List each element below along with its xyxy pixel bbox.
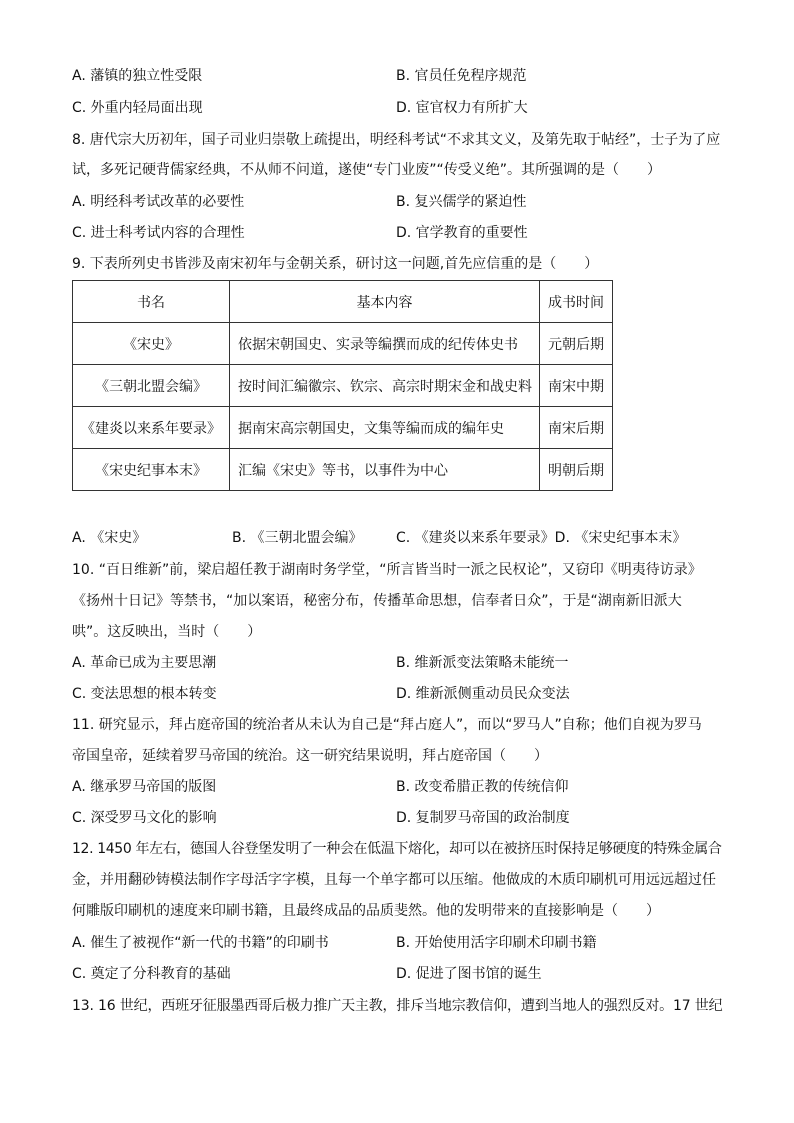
q10-option-b: B. 维新派变法策略未能统一 <box>396 655 569 671</box>
table-header-row <box>73 281 613 323</box>
table-cell-time: 南宋中期 <box>540 365 613 407</box>
q12-option-d: D. 促进了图书馆的诞生 <box>396 966 542 982</box>
table-cell-content: 按时间汇编徽宗、钦宗、高宗时期宋金和战史料 <box>230 365 540 407</box>
q11-option-a: A. 继承罗马帝国的版图 <box>72 779 217 795</box>
q12-option-a: A. 催生了被视作“新一代的书籍”的印刷书 <box>72 935 329 951</box>
q7-option-d: D. 宦官权力有所扩大 <box>396 100 528 116</box>
q12-stem-line2: 金，并用翻砂铸模法制作字母活字字模，且每一个单字都可以压缩。他做成的木质印刷机可用远远超过任 <box>72 872 716 888</box>
q9-option-c-d: C. 《建炎以来系年要录》D. 《宋史纪事本末》 <box>396 530 687 546</box>
table-cell-time: 明朝后期 <box>540 449 613 491</box>
table-cell-content: 汇编《宋史》等书，以事件为中心 <box>230 449 540 491</box>
table-row <box>73 449 613 491</box>
q10-stem-line2: 《扬州十日记》等禁书，“加以案语，秘密分布，传播革命思想，信奉者日众”，于是“湖南新旧派大 <box>72 593 682 609</box>
table-row <box>73 407 613 449</box>
q12-stem-line3: 何雕版印刷机的速度来印刷书籍，且最终成品的品质斐然。他的发明带来的直接影响是（ ） <box>72 903 660 919</box>
q12-option-c: C. 奠定了分科教育的基础 <box>72 966 231 982</box>
table-header-cell: 基本内容 <box>230 281 540 323</box>
q10-option-c: C. 变法思想的根本转变 <box>72 686 217 702</box>
q13-stem-line1: 13. 16 世纪，西班牙征服墨西哥后极力推广天主教，排斥当地宗教信仰，遭到当地人的强烈反对。17 世纪 <box>72 998 723 1014</box>
q9-option-b: B. 《三朝北盟会编》 <box>232 530 363 546</box>
q9-option-a: A. 《宋史》 <box>72 530 147 546</box>
table-cell-title: 《宋史》 <box>73 323 230 365</box>
table-header-cell: 成书时间 <box>540 281 613 323</box>
table-cell-content: 依据宋朝国史、实录等编撰而成的纪传体史书 <box>230 323 540 365</box>
q9-table <box>72 280 613 491</box>
table-row <box>73 365 613 407</box>
table-header-cell: 书名 <box>73 281 230 323</box>
q8-option-c: C. 进士科考试内容的合理性 <box>72 225 245 241</box>
q8-option-a: A. 明经科考试改革的必要性 <box>72 194 245 210</box>
q11-stem-line2: 帝国皇帝，延续着罗马帝国的统治。这一研究结果说明，拜占庭帝国（ ） <box>72 748 548 764</box>
q11-stem-line1: 11. 研究显示，拜占庭帝国的统治者从未认为自己是“拜占庭人”，而以“罗马人”自称；他们自视为罗马 <box>72 717 702 733</box>
q10-stem-line1: 10. “百日维新”前，梁启超任教于湖南时务学堂，“所言皆当时一派之民权论”，又窃印《明夷待访录》 <box>72 562 702 578</box>
table-cell-title: 《宋史纪事本末》 <box>73 449 230 491</box>
q11-option-b: B. 改变希腊正教的传统信仰 <box>396 779 569 795</box>
q8-stem-line2: 试，多死记硬背儒家经典，不从师不问道，遂使“专门业废”“传受义绝”。其所强调的是（ ） <box>72 162 662 178</box>
table-cell-content: 据南宋高宗朝国史，文集等编而成的编年史 <box>230 407 540 449</box>
q11-option-c: C. 深受罗马文化的影响 <box>72 810 217 826</box>
q8-stem-line1: 8. 唐代宗大历初年，国子司业归崇敬上疏提出，明经科考试“不求其文义，及第先取于帖经”，士子为了应 <box>72 132 721 148</box>
q10-option-a: A. 革命已成为主要思潮 <box>72 655 217 671</box>
q10-option-d: D. 维新派侧重动员民众变法 <box>396 686 570 702</box>
q10-stem-line3: 哄”。这反映出，当时（ ） <box>72 624 262 640</box>
q8-option-d: D. 官学教育的重要性 <box>396 225 528 241</box>
table-cell-title: 《三朝北盟会编》 <box>73 365 230 407</box>
q11-option-d: D. 复制罗马帝国的政治制度 <box>396 810 570 826</box>
q9-stem: 9. 下表所列史书皆涉及南宋初年与金朝关系，研讨这一问题,首先应信重的是（ ） <box>72 256 599 272</box>
q7-option-b: B. 官员任免程序规范 <box>396 68 527 84</box>
q7-option-c: C. 外重内轻局面出现 <box>72 100 203 116</box>
q12-option-b: B. 开始使用活字印刷术印刷书籍 <box>396 935 597 951</box>
q7-option-a: A. 藩镇的独立性受限 <box>72 68 203 84</box>
table-row <box>73 323 613 365</box>
table-cell-title: 《建炎以来系年要录》 <box>73 407 230 449</box>
q12-stem-line1: 12. 1450 年左右，德国人谷登堡发明了一种会在低温下熔化，却可以在被挤压时保持足够硬度的特殊金属合 <box>72 841 722 857</box>
q8-option-b: B. 复兴儒学的紧迫性 <box>396 194 527 210</box>
table-cell-time: 南宋后期 <box>540 407 613 449</box>
table-cell-time: 元朝后期 <box>540 323 613 365</box>
